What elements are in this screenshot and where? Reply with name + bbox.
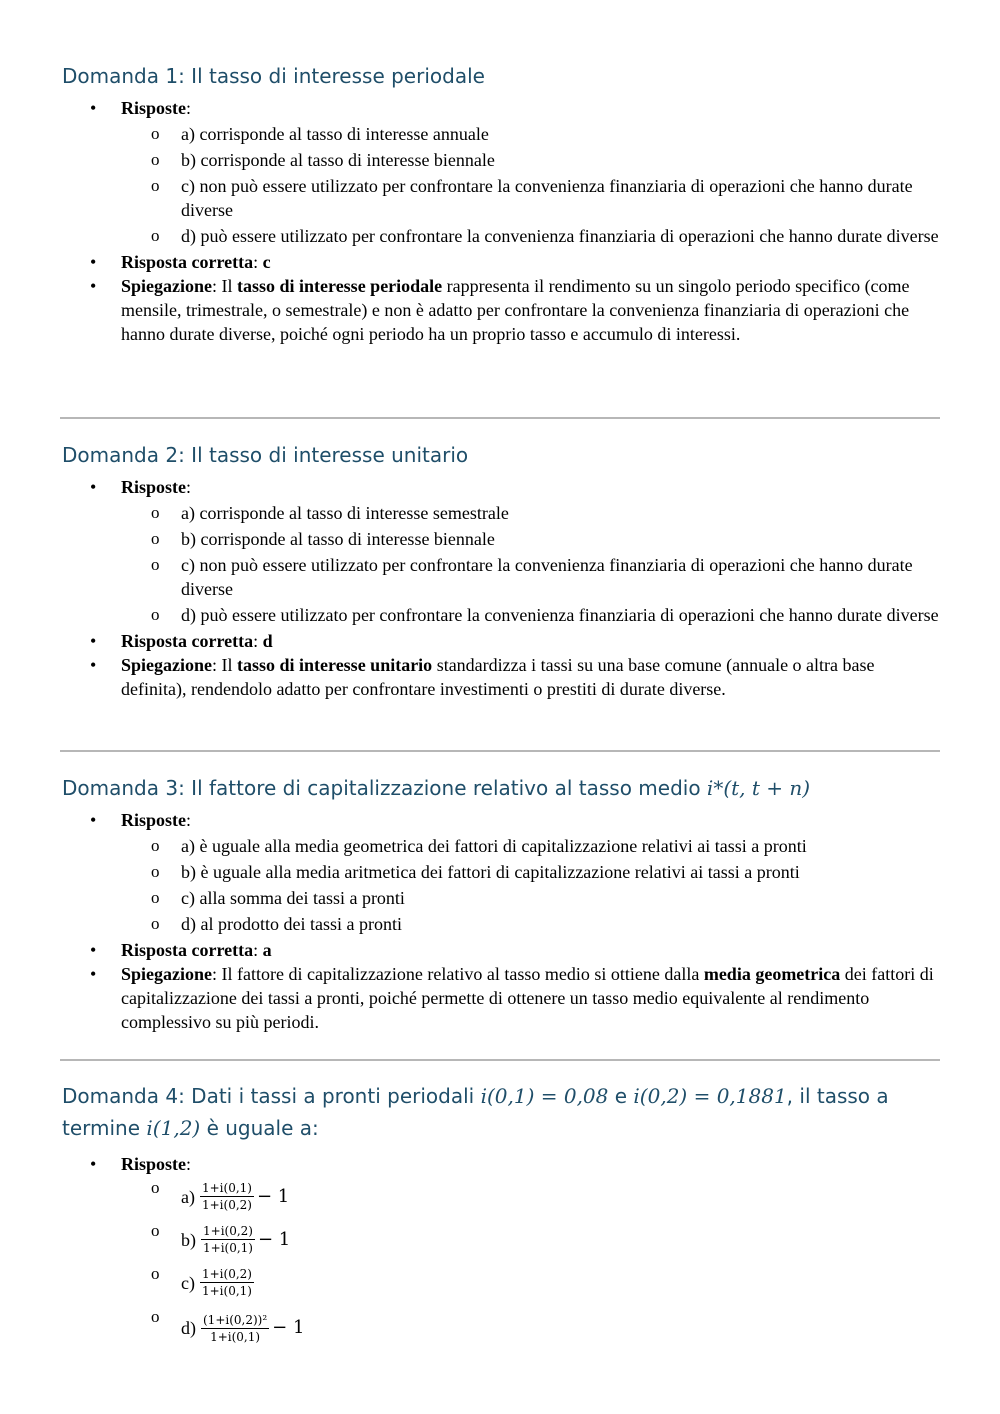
option-label: o c) bbox=[181, 1272, 195, 1293]
fraction-denominator: 1+i(0,1) bbox=[203, 1241, 253, 1255]
question-4-title-text: termine bbox=[62, 1116, 147, 1140]
option-b: o b) è uguale alla media aritmetica dei fattori di capitalizzazione relativi ai tassi a pronti bbox=[121, 860, 940, 884]
question-4-title-text: è uguale a: bbox=[200, 1116, 319, 1140]
fraction-denominator: 1+i(0,1) bbox=[210, 1329, 261, 1344]
question-1 bbox=[62, 60, 940, 346]
option-a: o a) corrisponde al tasso di interesse annuale bbox=[121, 122, 940, 146]
fraction-numerator: 1+i(0,1) bbox=[201, 1181, 252, 1195]
explanation-text-end: rappresenta il rendimento su un singolo periodo specifico (come mensile, trimestrale, o semestrale) e non è adatto per confrontare la convenienza finanziaria di operazioni che hanno durate diverse, poiché ogni periodo ha un proprio tasso e accumulo di interessi. bbox=[121, 276, 910, 344]
option-c bbox=[121, 1262, 940, 1303]
explanation bbox=[62, 653, 940, 701]
correct-label: Risposta corretta bbox=[121, 940, 254, 960]
explanation-text: : Il bbox=[212, 276, 238, 296]
option-a bbox=[121, 1176, 940, 1217]
question-3-title-text: Domanda 3: Il fattore di capitalizzazione relativo al tasso medio bbox=[62, 776, 707, 800]
option-c: o c) non può essere utilizzato per confrontare la convenienza finanziaria di operazioni che hanno durate diverse bbox=[121, 174, 940, 222]
question-4-title bbox=[62, 1080, 940, 1144]
option-label: o d) bbox=[181, 1318, 196, 1338]
fraction-denominator: 1+i(0,1) bbox=[201, 1284, 252, 1298]
answers-item: • Risposte: o a) corrisponde al tasso di interesse annuale o b) corrisponde al tasso di interesse biennale o c) non può essere utilizzato per confrontare la convenienza finanziaria di operazioni che hanno durate diverse o d) può essere utilizzato per confrontare la convenienza finanziaria di operazioni che hanno durate diverse bbox=[62, 96, 940, 248]
option-label: o b) bbox=[181, 1229, 196, 1250]
answers-label: Risposte bbox=[121, 1154, 187, 1174]
answers-item: • Risposte: o a) corrisponde al tasso di interesse semestrale o b) corrisponde al tasso di interesse biennale o c) non può essere utilizzato per confrontare la convenienza finanziaria di operazioni che hanno durate diverse o d) può essere utilizzato per confrontare la convenienza finanziaria di operazioni che hanno durate diverse bbox=[62, 475, 940, 627]
fraction bbox=[201, 1313, 269, 1344]
answers-item: • Risposte: o a) $\frac{1+i(0,1)}{1+i(0,2)}$ − 1 o b) $\frac{1+i(0,2)}{1+i(0,1)}$ − 1 o c) $\frac{1+i(0,2)}{1+i(0,1)}$ o d) $\frac{\text{(1+i(0,2))²}}{1+i(0,1)}$ − 1 bbox=[62, 1152, 940, 1351]
question-4-title-text: e bbox=[608, 1084, 634, 1108]
fraction bbox=[200, 1181, 254, 1212]
explanation-bold: tasso di interesse unitario bbox=[237, 655, 433, 675]
correct-answer: • Risposta corretta: c bbox=[62, 250, 940, 274]
question-3 bbox=[62, 772, 940, 1034]
explanation-text-end: dei fattori di capitalizzazione dei tassi a pronti, poiché permette di ottenere un tasso medio equivalente al rendimento complessivo su più periodi. bbox=[121, 964, 934, 1032]
answers-label: Risposte bbox=[121, 810, 187, 830]
question-1-title: Domanda 1: Il tasso di interesse periodale bbox=[62, 64, 485, 88]
question-2 bbox=[62, 439, 940, 701]
correct-value: a bbox=[262, 940, 272, 960]
explanation-label: Spiegazione bbox=[121, 276, 213, 296]
minus-one: − 1 bbox=[256, 1185, 290, 1207]
correct-value: d bbox=[262, 631, 273, 651]
option-c: o c) non può essere utilizzato per confrontare la convenienza finanziaria di operazioni che hanno durate diverse bbox=[121, 553, 940, 601]
explanation-bold: tasso di interesse periodale bbox=[237, 276, 443, 296]
option-b: o b) corrisponde al tasso di interesse biennale bbox=[121, 148, 940, 172]
correct-label: Risposta corretta bbox=[121, 631, 254, 651]
answers-label: Risposte bbox=[121, 98, 187, 118]
option-a: o a) corrisponde al tasso di interesse semestrale bbox=[121, 501, 940, 525]
separator bbox=[60, 750, 940, 752]
correct-answer: • Risposta corretta: a bbox=[62, 938, 940, 962]
minus-one: − 1 bbox=[257, 1228, 291, 1250]
question-4-title-text: Domanda 4: Dati i tassi a pronti periodali bbox=[62, 1084, 481, 1108]
question-4-title-math: i(1,2) bbox=[146, 1116, 201, 1140]
fraction-denominator: 1+i(0,2) bbox=[201, 1198, 252, 1212]
explanation-text: : Il bbox=[212, 655, 238, 675]
explanation-text-end: standardizza i tassi su una base comune (annuale o altra base definita), rendendolo adatto per confrontare investimenti o prestiti di durate diverse. bbox=[121, 655, 875, 699]
explanation-label: Spiegazione bbox=[121, 964, 213, 984]
answers-item: • Risposte: o a) è uguale alla media geometrica dei fattori di capitalizzazione relativi ai tassi a pronti o b) è uguale alla media aritmetica dei fattori di capitalizzazione relativi ai tassi a pronti o c) alla somma dei tassi a pronti o d) al prodotto dei tassi a pronti bbox=[62, 808, 940, 936]
question-4-title-math: i(0,2) = 0,1881 bbox=[633, 1084, 787, 1108]
question-4-title-math: i(0,1) = 0,08 bbox=[480, 1084, 609, 1108]
option-d bbox=[121, 1305, 940, 1351]
option-d: o d) può essere utilizzato per confrontare la convenienza finanziaria di operazioni che hanno durate diverse bbox=[121, 603, 940, 627]
option-d: o d) può essere utilizzato per confrontare la convenienza finanziaria di operazioni che hanno durate diverse bbox=[121, 224, 940, 248]
fraction-numerator: 1+i(0,2) bbox=[203, 1224, 253, 1238]
explanation bbox=[62, 274, 940, 346]
explanation-bold: media geometrica bbox=[703, 964, 841, 984]
option-d: o d) al prodotto dei tassi a pronti bbox=[121, 912, 940, 936]
question-4 bbox=[62, 1080, 940, 1353]
correct-label: Risposta corretta bbox=[121, 252, 254, 272]
separator bbox=[60, 417, 940, 419]
explanation-label: Spiegazione bbox=[121, 655, 213, 675]
correct-answer: • Risposta corretta: d bbox=[62, 629, 940, 653]
correct-value: c bbox=[262, 252, 271, 272]
option-b bbox=[121, 1219, 940, 1260]
fraction bbox=[201, 1224, 255, 1255]
question-3-title-math: i*(t, t + n) bbox=[706, 776, 811, 800]
option-label: o a) bbox=[181, 1186, 195, 1207]
fraction bbox=[200, 1267, 254, 1298]
question-3-title bbox=[62, 772, 940, 804]
option-c: o c) alla somma dei tassi a pronti bbox=[121, 886, 940, 910]
explanation-text: : Il fattore di capitalizzazione relativo al tasso medio si ottiene dalla bbox=[212, 964, 704, 984]
fraction-numerator: (1+i(0,2))² bbox=[203, 1312, 268, 1327]
question-2-title: Domanda 2: Il tasso di interesse unitario bbox=[62, 443, 469, 467]
fraction-numerator: 1+i(0,2) bbox=[201, 1267, 252, 1281]
option-a: o a) è uguale alla media geometrica dei fattori di capitalizzazione relativi ai tassi a pronti bbox=[121, 834, 940, 858]
minus-one: − 1 bbox=[272, 1317, 305, 1338]
answers-label: Risposte bbox=[121, 477, 187, 497]
separator bbox=[60, 1059, 940, 1061]
option-b: o b) corrisponde al tasso di interesse biennale bbox=[121, 527, 940, 551]
explanation bbox=[62, 962, 940, 1034]
question-4-title-text: , il tasso a bbox=[786, 1084, 889, 1108]
